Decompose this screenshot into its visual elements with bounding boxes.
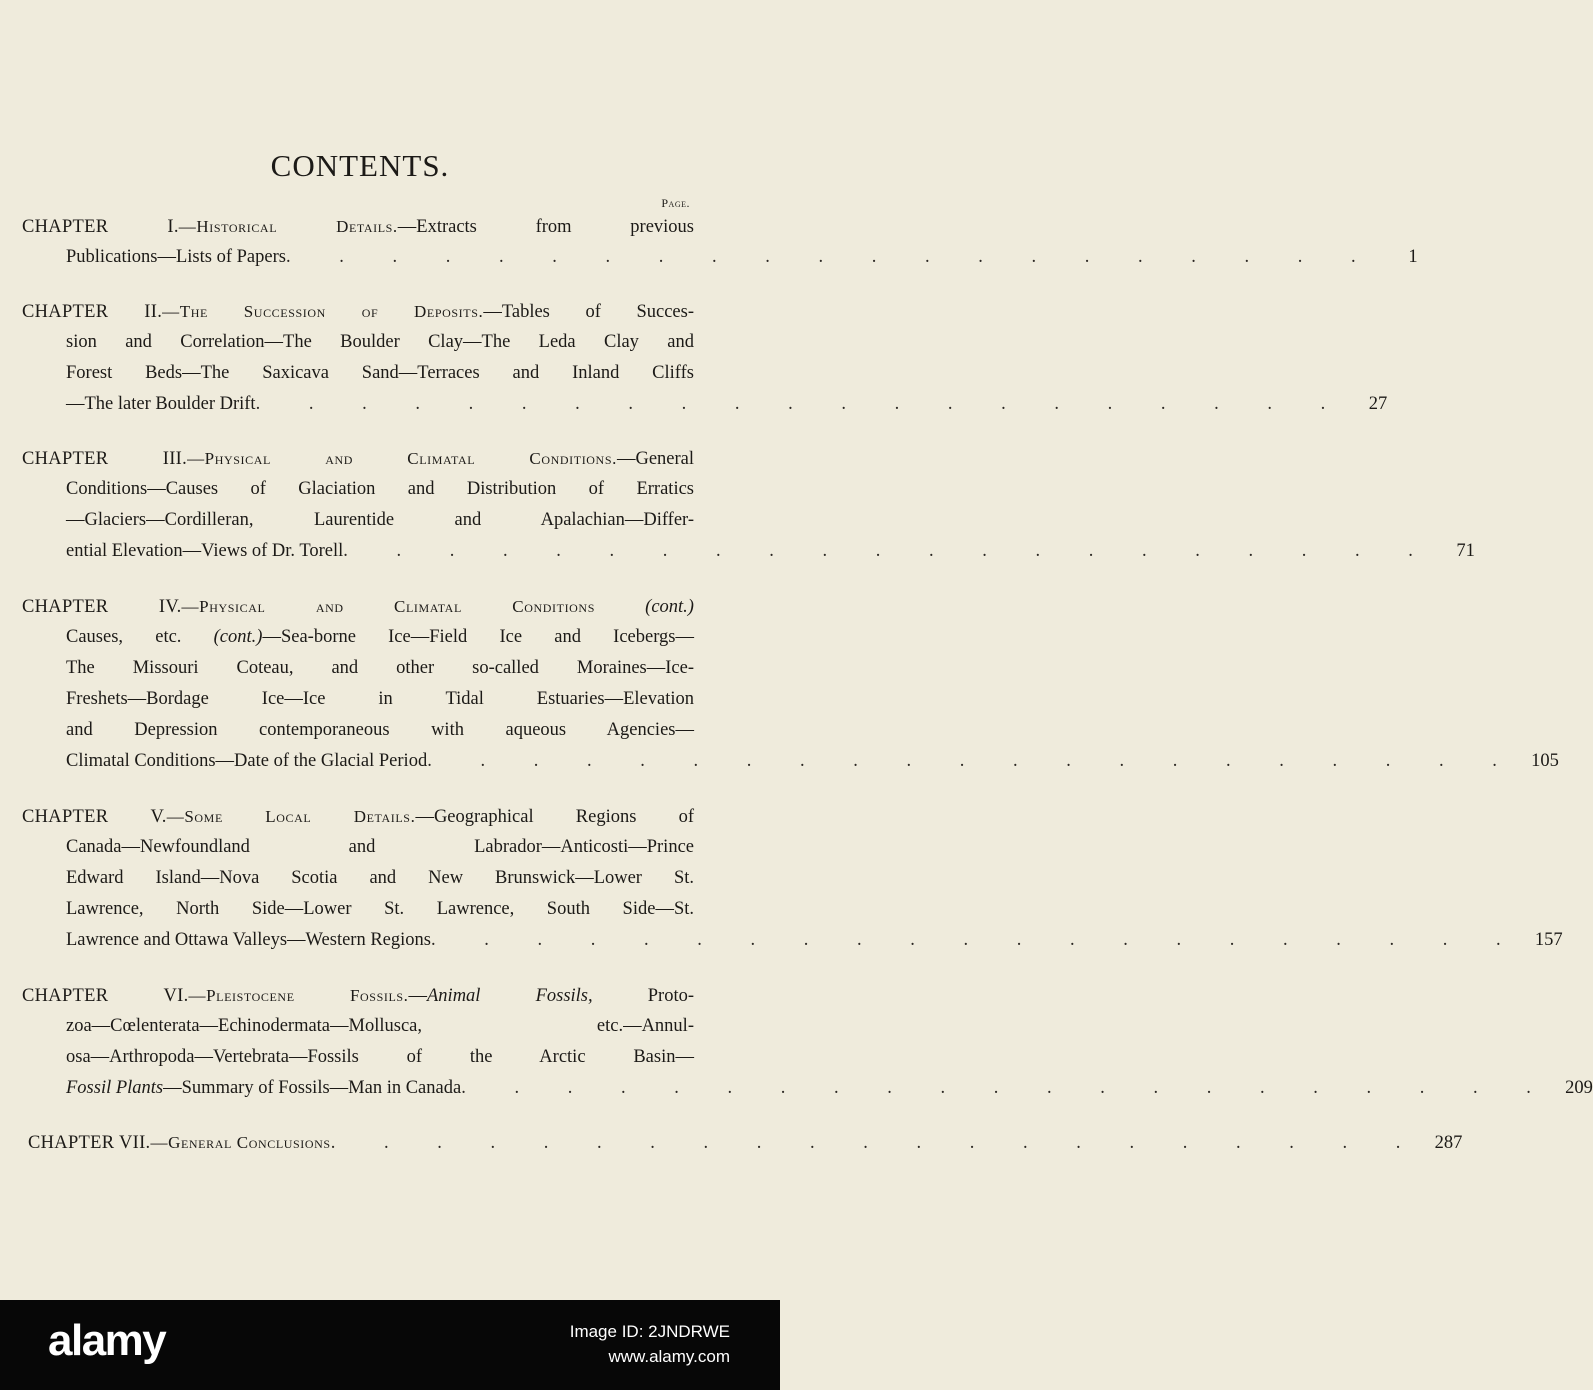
chapter-number: CHAPTER III. (22, 449, 188, 469)
toc-line-last (22, 536, 1475, 567)
page-title: CONTENTS. (270, 148, 450, 183)
chapter-number: CHAPTER I. (22, 217, 179, 237)
page-number: 1 (1408, 247, 1418, 267)
toc-line (22, 801, 694, 832)
dot-leader: . . . . . . . . . . . . . . . . . . . . . (427, 751, 1519, 771)
toc-text: Lawrence and Ottawa Valleys—Western Regions (66, 930, 431, 950)
toc-entry-chapter-3 (22, 443, 1475, 567)
chapter-number: CHAPTER IV. (22, 597, 182, 617)
toc-text: Publications—Lists of Papers (66, 247, 286, 267)
image-id-label: Image ID: 2JNDRWE (569, 1322, 730, 1341)
page-number: 27 (1368, 394, 1388, 414)
alamy-logo: alamy (48, 1316, 166, 1365)
dot-leader: . . . . . . . . . . . . . . . . . . . . . (461, 1078, 1553, 1098)
toc-line: Forest Beds—The Saxicava Sand—Terraces and Inland Cliffs (66, 363, 694, 383)
chapter-heading: —Physical and Climatal Conditions. (187, 449, 617, 468)
page-number: 157 (1534, 930, 1563, 950)
chapter-number: CHAPTER II. (22, 302, 163, 322)
page-column-label: Page. (661, 196, 690, 210)
toc-line: sion and Correlation—The Boulder Clay—The Leda Clay and (66, 332, 694, 352)
site-url-label: www.alamy.com (608, 1347, 730, 1366)
page-number: 209 (1565, 1078, 1593, 1098)
toc-text: Proto- (592, 986, 694, 1006)
toc-line: and Depression contemporaneous with aqueous Agencies— (66, 720, 694, 740)
toc-text: Climatal Conditions—Date of the Glacial Period (66, 751, 428, 771)
toc-line (22, 622, 694, 653)
toc-line (22, 443, 694, 474)
continued-marker: (cont.) (213, 627, 263, 647)
toc-line: Freshets—Bordage Ice—Ice in Tidal Estuaries—Elevation (66, 689, 694, 709)
toc-line: Canada—Newfoundland and Labrador—Anticosti—Prince (66, 837, 694, 857)
toc-line: The Missouri Coteau, and other so-called Moraines—Ice- (66, 658, 694, 678)
toc-line: —Glaciers—Cordilleran, Laurentide and Apalachian—Differ- (66, 510, 694, 530)
dot-leader: . . . . . . . . . . . . . . . . . . . . . (285, 247, 1378, 267)
toc-entry-chapter-6 (22, 980, 1593, 1104)
toc-text: — (408, 986, 427, 1006)
toc-text: —Geographical Regions of (415, 807, 694, 827)
chapter-number: CHAPTER V. (22, 807, 167, 827)
section-heading: Animal Fossils, (427, 986, 593, 1006)
toc-entry-chapter-2 (22, 296, 1388, 420)
toc-text: —Tables of Succes- (483, 302, 695, 322)
toc-text: —General (616, 449, 694, 469)
chapter-heading: —Pleistocene Fossils. (188, 986, 409, 1005)
toc-line-last (22, 389, 1388, 420)
chapter-heading: —The Succession of Deposits. (162, 302, 484, 321)
toc-line: Lawrence, North Side—Lower St. Lawrence, South Side—St. (66, 899, 694, 919)
toc-text: —Extracts from previous (397, 217, 694, 237)
toc-text: —The later Boulder Drift (66, 394, 256, 414)
page-number: 105 (1531, 751, 1559, 771)
toc-line: zoa—Cœlenterata—Echinodermata—Mollusca, etc.—Annul- (66, 1016, 694, 1036)
toc-entry-chapter-7 (22, 1127, 1463, 1158)
toc-text: —Summary of Fossils—Man in Canada (163, 1078, 462, 1098)
toc-line (22, 211, 694, 242)
toc-line-last (22, 925, 1563, 956)
dot-leader: . . . . . . . . . . . . . . . . . . . . . (255, 394, 1348, 414)
toc-text: Causes, etc. (66, 627, 182, 647)
toc-line: osa—Arthropoda—Vertebrata—Fossils of the Arctic Basin— (66, 1047, 694, 1067)
chapter-number: CHAPTER VII. (28, 1133, 151, 1153)
chapter-heading: —General Conclusions (150, 1133, 331, 1152)
chapter-heading: —Physical and Climatal Conditions (181, 597, 595, 616)
section-heading: Fossil Plants (66, 1078, 164, 1098)
continued-marker: (cont.) (645, 597, 694, 617)
page-number: 287 (1434, 1133, 1463, 1153)
dot-leader: . . . . . . . . . . . . . . . . . . . . . (330, 1133, 1423, 1153)
toc-line-last (22, 746, 1559, 777)
toc-line: Conditions—Causes of Glaciation and Distribution of Erratics (66, 479, 694, 499)
toc-text: —Sea-borne Ice—Field Ice and Icebergs— (262, 627, 694, 647)
toc-text (66, 1073, 461, 1104)
toc-line-last (22, 1127, 1463, 1158)
dot-leader: . . . . . . . . . . . . . . . . . . . . . (343, 541, 1435, 561)
toc-line-last (22, 242, 1418, 273)
page-number: 71 (1456, 541, 1475, 561)
toc-entry-chapter-1 (22, 211, 1418, 273)
chapter-number: CHAPTER VI. (22, 986, 189, 1006)
toc-line (22, 980, 694, 1011)
toc-line (22, 591, 694, 622)
chapter-heading: —Historical Details. (178, 217, 398, 236)
toc-line (22, 296, 694, 327)
toc-text (28, 1127, 331, 1159)
toc-text: ential Elevation—Views of Dr. Torell (66, 541, 344, 561)
dot-leader: . . . . . . . . . . . . . . . . . . . . . (430, 930, 1523, 950)
chapter-heading: —Some Local Details. (166, 807, 416, 826)
toc-line: Edward Island—Nova Scotia and New Brunswick—Lower St. (66, 868, 694, 888)
toc-entry-chapter-5 (22, 801, 1563, 956)
toc-entry-chapter-4 (22, 591, 1559, 777)
toc-line-last (22, 1073, 1593, 1104)
